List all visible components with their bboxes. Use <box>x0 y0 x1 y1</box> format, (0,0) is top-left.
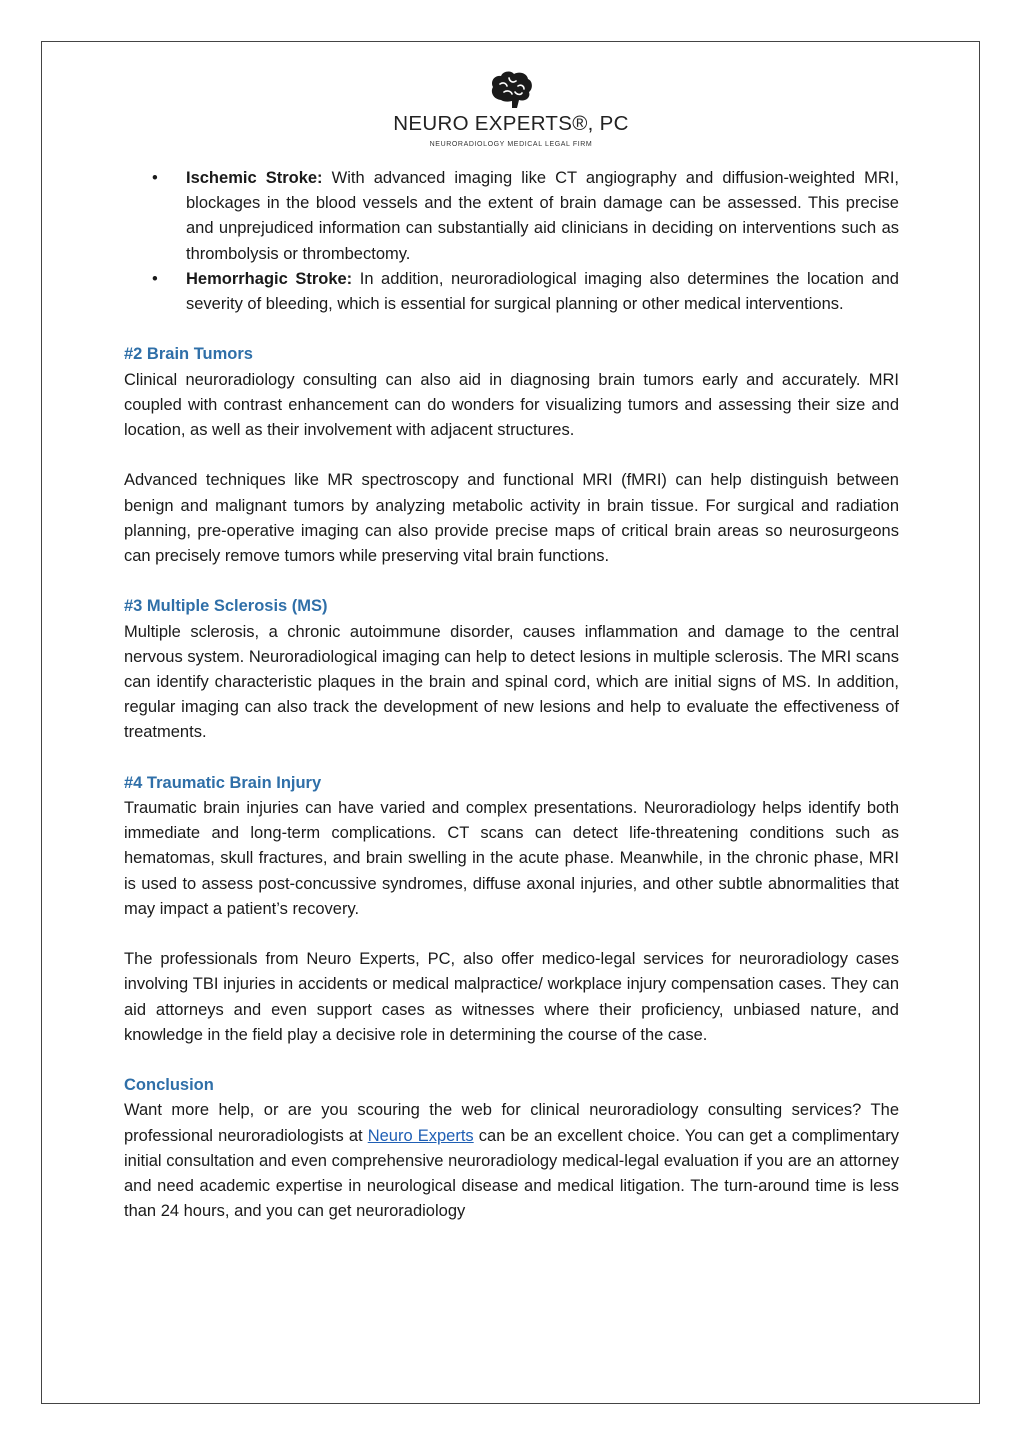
logo <box>300 70 722 149</box>
brand-tagline: NEURORADIOLOGY MEDICAL LEGAL FIRM <box>429 141 593 148</box>
paragraph: Multiple sclerosis, a chronic autoimmune disorder, causes inflammation and damage to the central nervous system. Neuroradiological imaging can help to detect lesions in multiple sclerosis. The MRI scans can identify characteristic plaques in the brain and spinal cord, which are initial signs of MS. In addition, regular imaging can also track the development of new lesions and help to evaluate the effectiveness of treatments. <box>124 622 899 742</box>
bullet-term: Hemorrhagic Stroke: <box>186 269 353 288</box>
neuro-experts-link[interactable]: Neuro Experts <box>367 1126 474 1145</box>
brand-name: NEURO EXPERTS®, PC <box>393 112 629 135</box>
paragraph: Clinical neuroradiology consulting can also aid in diagnosing brain tumors early and accurately. MRI coupled with contrast enhancement can do wonders for visualizing tumors and assessing their size and location, as well as their involvement with adjacent structures. <box>124 370 899 440</box>
list-item <box>186 267 899 317</box>
conclusion-text-end: can be an excellent choice. You can get a complimentary initial consultation and even comprehensive neuroradiology medical-legal evaluation if you are an attorney and need academic expertise in neurological disease and medical litigation. The turn-around time is less than 24 hours, and you can get neuroradiology <box>124 1126 899 1221</box>
section-heading-multiple-sclerosis: #3 Multiple Sclerosis (MS) <box>124 597 328 616</box>
bullet-term: Ischemic Stroke: <box>186 169 323 187</box>
paragraph: Advanced techniques like MR spectroscopy and functional MRI (fMRI) can help distinguish between benign and malignant tumors by analyzing metabolic activity in brain tissue. For surgical and radiation planning, pre-operative imaging can also provide precise maps of critical brain areas so neurosurgeons can precisely remove tumors while preserving vital brain functions. <box>124 471 899 566</box>
paragraph: Traumatic brain injuries can have varied and complex presentations. Neuroradiology helps identify both immediate and long-term complications. CT scans can detect life-threatening conditions such as hematomas, skull fractures, and brain swelling in the acute phase. Meanwhile, in the chronic phase, MRI is used to assess post-concussive syndromes, diffuse axonal injuries, and other subtle abnormalities that may impact a patient’s recovery. <box>124 799 899 918</box>
section-heading-traumatic-brain-injury: #4 Traumatic Brain Injury <box>124 773 322 792</box>
paragraph: The professionals from Neuro Experts, PC, also offer medico-legal services for neuroradiology cases involving TBI injuries in accidents or medical malpractice/ workplace injury compensation cases. They can aid attorneys and even support cases as witnesses where their proficiency, unbiased nature, and knowledge in the field play a decisive role in determining the course of the case. <box>124 950 899 1044</box>
bullet-text: In addition, neuroradiological imaging also determines the location and severity of bleeding, which is essential for surgical planning or other medical interventions. <box>186 269 899 314</box>
document-body <box>124 166 899 1224</box>
list-item <box>186 166 899 267</box>
brain-icon <box>487 70 535 110</box>
stroke-bullet-list <box>124 166 899 317</box>
bullet-text: With advanced imaging like CT angiography and diffusion-weighted MRI, blockages in the blood vessels and the extent of brain damage can be assessed. This precise and unprejudiced information can substantially aid clinicians in deciding on interventions such as thrombolysis or thrombectomy. <box>186 169 899 263</box>
section-heading-brain-tumors: #2 Brain Tumors <box>124 345 253 364</box>
paragraph <box>124 1098 899 1224</box>
conclusion-text-start: Want more help, or are you scouring the web for clinical neuroradiology consulting services? The professional neuroradiologists at <box>124 1101 899 1145</box>
section-heading-conclusion: Conclusion <box>124 1076 214 1095</box>
